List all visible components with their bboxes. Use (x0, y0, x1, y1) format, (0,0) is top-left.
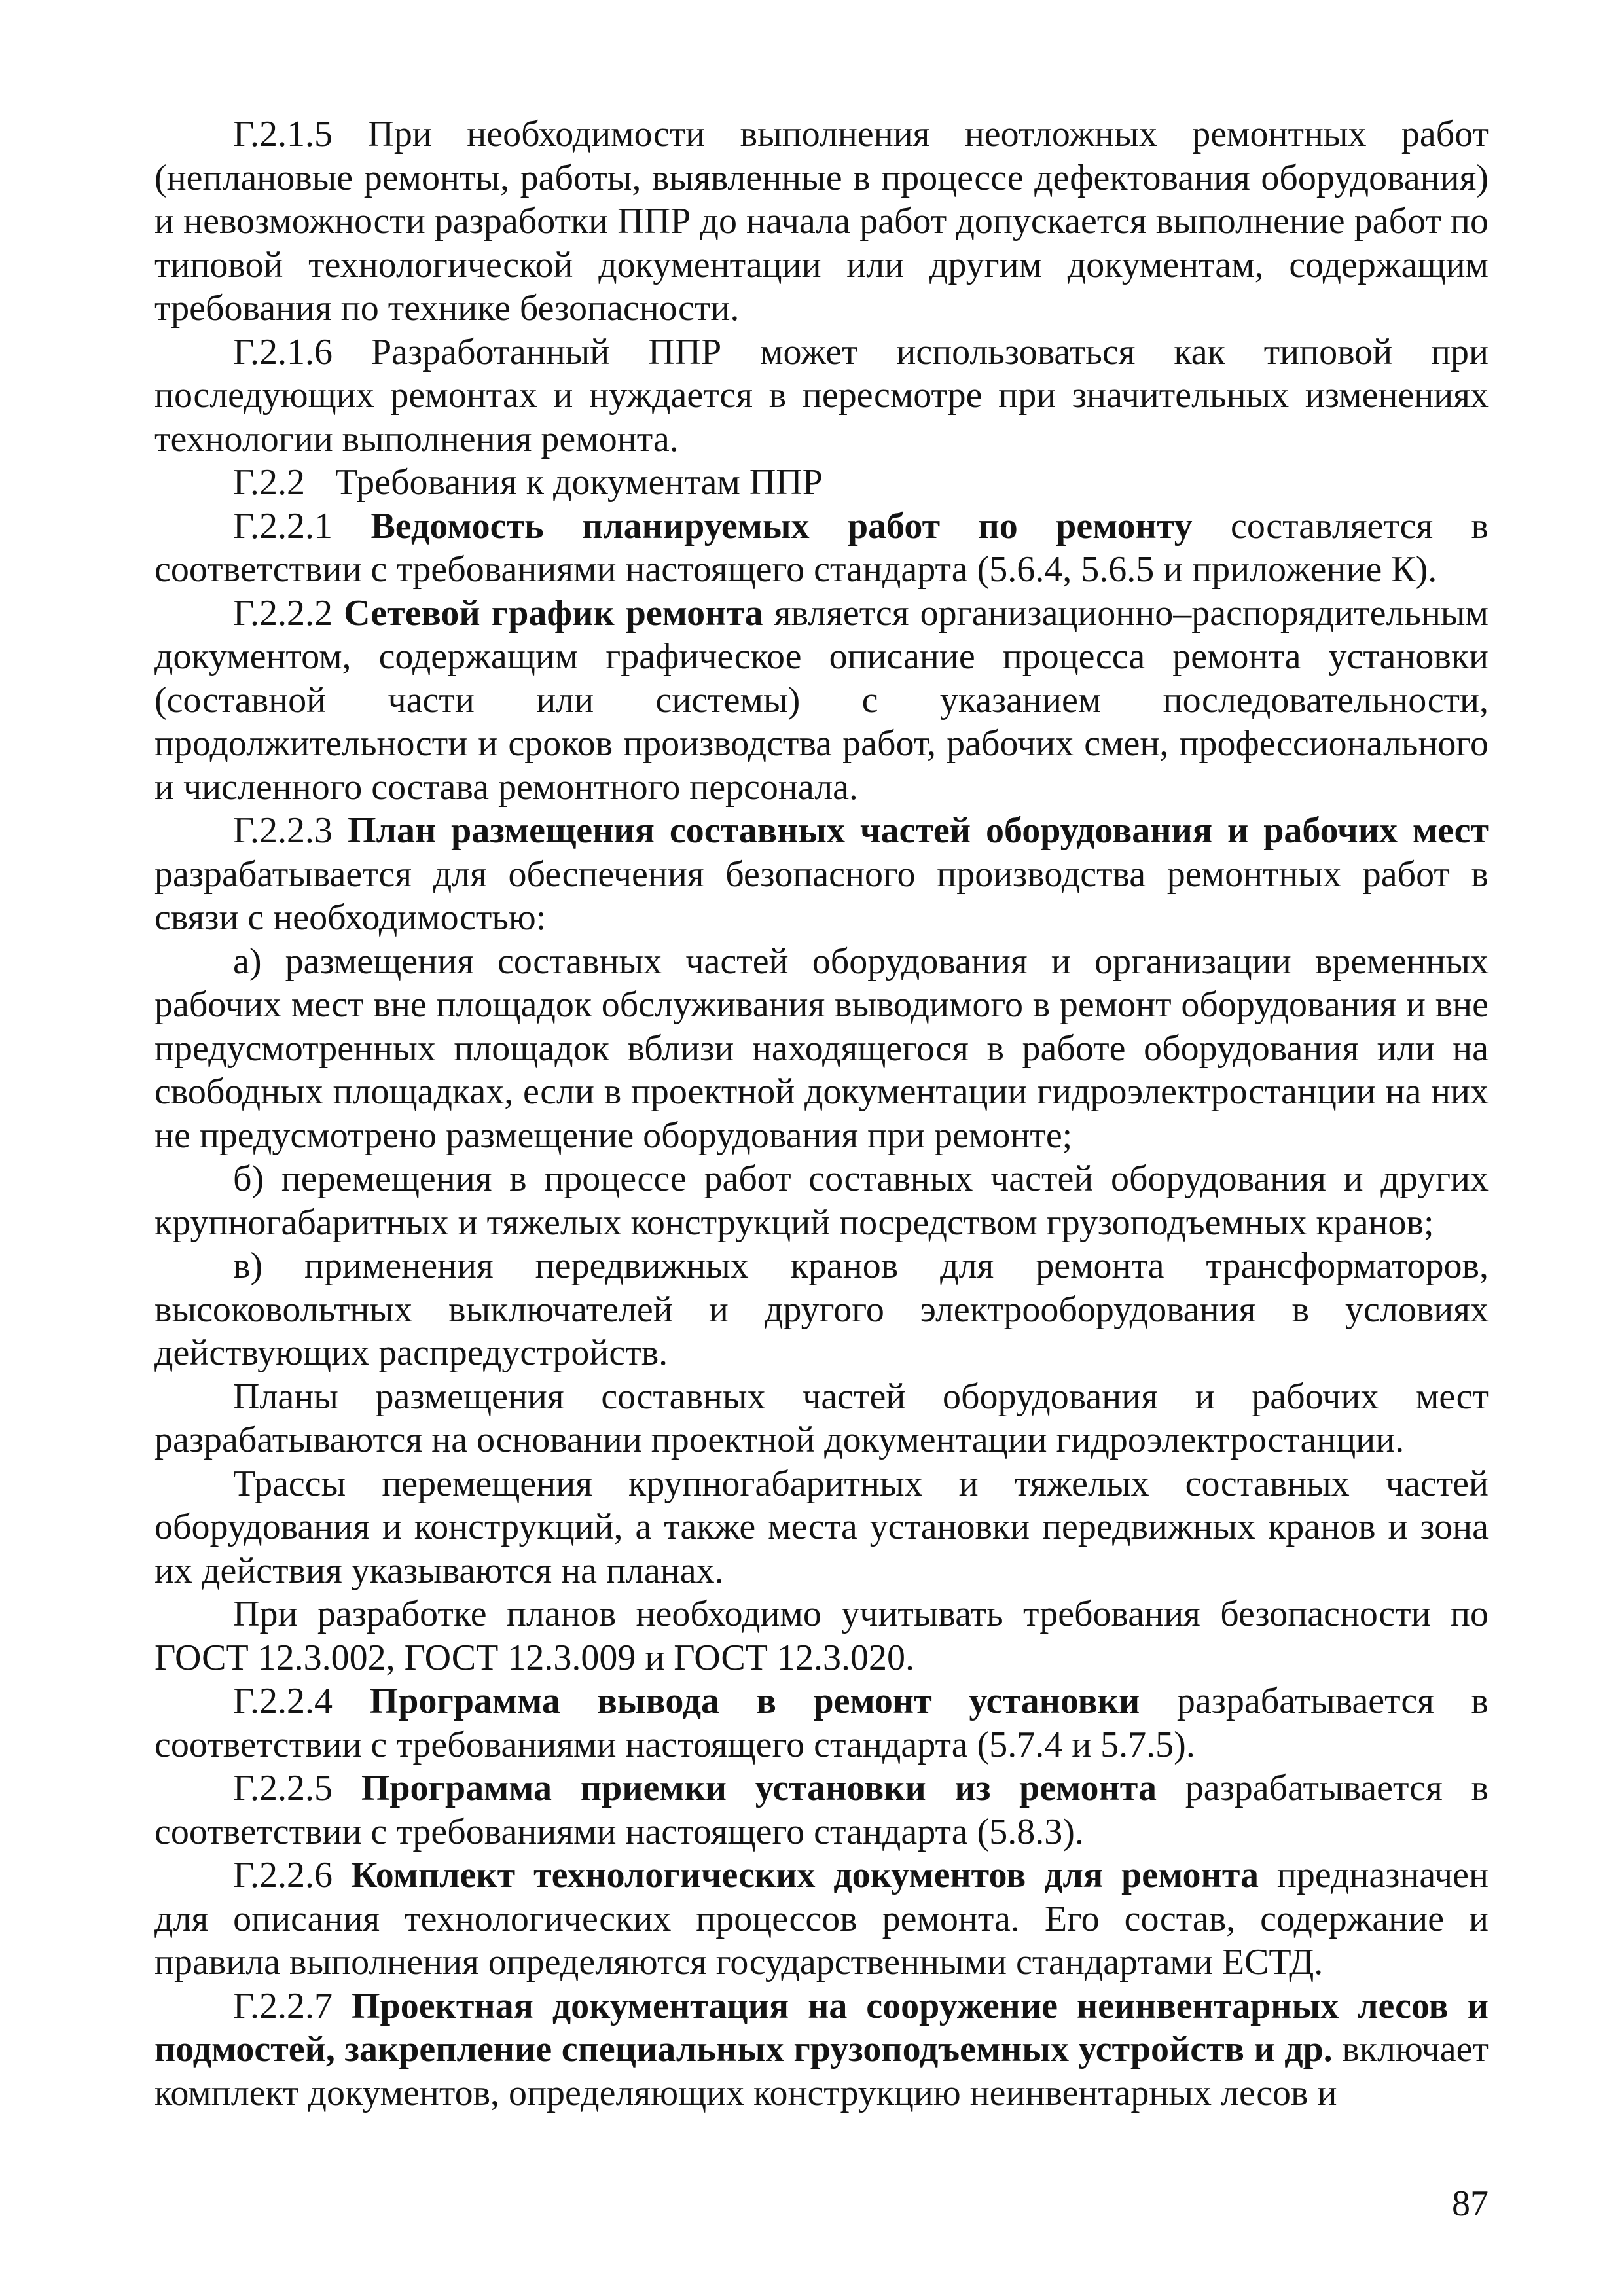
paragraph-safety: При разработке планов необходимо учитывать требования безопасности по ГОСТ 12.3.002, ГОСТ 12.3.009 и ГОСТ 12.3.020. (154, 1594, 1489, 1678)
paragraph-text: составляется в соответствии с требованиями настоящего стандарта (5.6.4, 5.6.5 и приложение К). (154, 505, 1489, 590)
document-page (154, 113, 1489, 2115)
term-bold: Комплект технологических документов для ремонта (333, 1855, 1259, 1895)
paragraph-g2-2-6 (154, 1854, 1489, 1984)
clause-number: Г.2.2 (233, 462, 306, 503)
clause-number: Г.2.2.1 (233, 505, 333, 547)
clause-number: Г.2.2.4 (233, 1681, 333, 1721)
clause-number: Г.2.2.3 (233, 810, 333, 851)
clause-number: Г.2.2.2 (233, 592, 333, 634)
term-bold: Программа приемки установки из ремонта (333, 1768, 1157, 1808)
paragraph-g2-1-6 (154, 331, 1489, 461)
clause-number: Г.2.2.5 (233, 1768, 333, 1808)
paragraph-text: является организационно–распорядительным документом, содержащим графическое описание процесса ремонта установки (составной части или системы) с указанием последовательности, продолжительности и сроков производства работ, рабочих смен, профессионального и численного состава ремонтного персонала. (154, 592, 1489, 808)
term-bold: Проектная документация на сооружение неинвентарных лесов и подмостей, закрепление специальных грузоподъемных устройств и др. (154, 1985, 1489, 2070)
paragraph-text: разрабатывается для обеспечения безопасного производства ремонтных работ в связи с необходимостью: (154, 853, 1489, 938)
paragraph-g2-2-4 (154, 1679, 1489, 1767)
term-bold: Ведомость планируемых работ по ремонту (333, 505, 1193, 547)
paragraph-text: включает комплект документов, определяющих конструкцию неинвентарных лесов и (154, 2029, 1489, 2113)
paragraph-g2-2-7 (154, 1984, 1489, 2115)
list-item-b: б) перемещения в процессе работ составных частей оборудования и других крупногабаритных и тяжелых конструкций посредством грузоподъемных кранов; (154, 1158, 1489, 1243)
paragraph-g2-2-3 (154, 809, 1489, 940)
paragraph-g2-2-5 (154, 1767, 1489, 1854)
clause-number: Г.2.2.7 (233, 1985, 333, 2026)
paragraph-text: разрабатывается в соответствии с требованиями настоящего стандарта (5.8.3). (154, 1768, 1489, 1852)
paragraph-g2-2-1 (154, 505, 1489, 592)
clause-number: Г.2.1.6 (233, 331, 333, 372)
clause-number: Г.2.1.5 (233, 114, 333, 154)
term-bold: Программа вывода в ремонт установки (333, 1681, 1140, 1721)
paragraph-text: Разработанный ППР может использоваться как типовой при последующих ремонтах и нуждается в пересмотре при значительных изменениях технологии выполнения ремонта. (154, 331, 1489, 459)
clause-number: Г.2.2.6 (233, 1855, 333, 1895)
page-number: 87 (1452, 2183, 1489, 2224)
paragraph-text: При необходимости выполнения неотложных ремонтных работ (неплановые ремонты, работы, выявленные в процессе дефектования оборудования) и невозможности разработки ППР до начала работ допускается выполнение работ по типовой технологической документации или другим документам, содержащим требования по технике безопасности. (154, 114, 1489, 329)
list-item-v: в) применения передвижных кранов для ремонта трансформаторов, высоковольтных выключателей и другого электрооборудования в условиях действующих распредустройств. (154, 1246, 1489, 1373)
paragraph-text: предназначен для описания технологических процессов ремонта. Его состав, содержание и правила выполнения определяются государственными стандартами ЕСТД. (154, 1855, 1489, 1982)
paragraph-plans: Планы размещения составных частей оборудования и рабочих мест разрабатываются на основании проектной документации гидроэлектростанции. (154, 1376, 1489, 1460)
paragraph-text: разрабатывается в соответствии с требованиями настоящего стандарта (5.7.4 и 5.7.5). (154, 1681, 1489, 1765)
paragraph-g2-2-2 (154, 592, 1489, 810)
paragraph-routes: Трассы перемещения крупногабаритных и тяжелых составных частей оборудования и конструкций, а также места установки передвижных кранов и зона их действия указываются на планах. (154, 1463, 1489, 1591)
section-title: Требования к документам ППР (335, 462, 823, 503)
term-bold: План размещения составных частей оборудования и рабочих мест (333, 810, 1489, 851)
section-heading-g2-2 (154, 461, 1489, 505)
paragraph-g2-1-5 (154, 113, 1489, 331)
list-item-a: а) размещения составных частей оборудования и организации временных рабочих мест вне площадок обслуживания выводимого в ремонт оборудования и вне предусмотренных площадок вблизи находящегося в работе оборудования или на свободных площадках, если в проектной документации гидроэлектростанции на них не предусмотрено размещение оборудования при ремонте; (154, 941, 1489, 1156)
term-bold: Сетевой график ремонта (333, 592, 763, 634)
